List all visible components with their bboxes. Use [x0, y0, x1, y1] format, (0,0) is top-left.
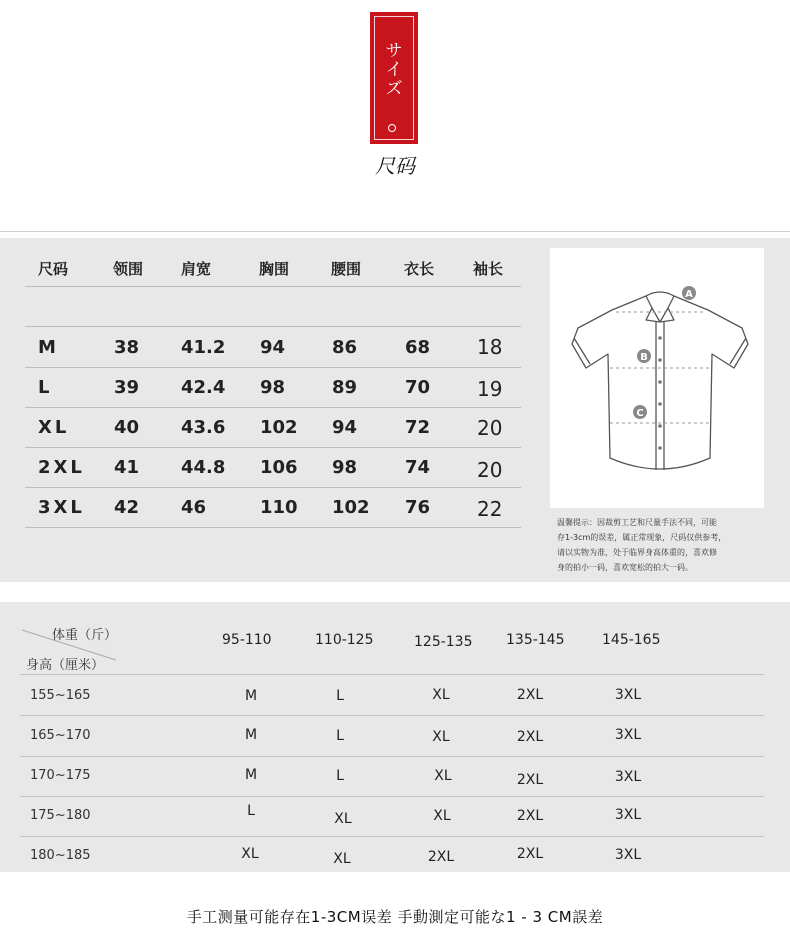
height-range-label: 170~175	[30, 768, 91, 783]
row-divider	[25, 367, 521, 368]
waist-cell: 89	[332, 377, 358, 398]
height-range-label: 180~185	[30, 848, 91, 863]
chest-cell: 94	[260, 337, 286, 358]
chest-cell: 102	[260, 417, 298, 438]
stamp-text	[370, 42, 418, 99]
height-range-label: 155~165	[30, 688, 91, 703]
shoulder-cell: 41.2	[181, 337, 226, 358]
shirt-diagram-icon	[550, 248, 764, 508]
weight-range-header: 145-165	[602, 632, 661, 648]
collar-cell: 41	[114, 457, 140, 478]
fit-size-cell: L	[336, 768, 344, 784]
fit-size-cell: M	[244, 767, 258, 783]
row-divider	[20, 715, 764, 716]
fit-table-section	[0, 602, 790, 872]
fit-size-cell: M	[244, 727, 258, 743]
fit-size-cell: 3XL	[614, 769, 642, 785]
size-cell: L	[38, 377, 50, 398]
marker-b	[637, 349, 651, 363]
measurement-disclaimer: 手工测量可能存在1-3CM误差 手動測定可能な1 - 3 CM誤差	[186, 908, 604, 926]
size-cell: M	[38, 337, 56, 358]
shirt-diagram	[550, 248, 764, 508]
marker-a-label: A	[685, 289, 693, 300]
chest-cell: 98	[260, 377, 286, 398]
weight-range-header: 110-125	[315, 632, 374, 648]
height-range-label: 175~180	[30, 808, 91, 823]
row-divider	[25, 487, 521, 488]
fit-size-cell: L	[336, 728, 344, 744]
marker-b-label: B	[640, 352, 648, 363]
fit-size-cell: 3XL	[614, 687, 642, 703]
row-divider	[25, 527, 521, 528]
sleeve-cell: 22	[477, 497, 503, 521]
fit-size-cell: XL	[432, 729, 450, 745]
waist-cell: 98	[332, 457, 358, 478]
height-axis-label: 身高（厘米）	[26, 658, 105, 673]
page-subtitle: 尺码	[375, 154, 415, 178]
collar-cell: 40	[114, 417, 140, 438]
stamp-circle-icon	[388, 124, 396, 132]
fit-size-cell: 3XL	[614, 727, 642, 743]
row-divider	[25, 286, 521, 287]
column-header-waist: 腰围	[331, 260, 362, 278]
length-cell: 74	[405, 457, 431, 478]
column-header-collar: 领围	[113, 260, 144, 278]
fit-size-cell: 2XL	[516, 687, 544, 703]
shoulder-cell: 46	[181, 497, 207, 518]
weight-axis-label: 体重（斤）	[52, 628, 118, 643]
row-divider	[25, 447, 521, 448]
collar-cell: 42	[114, 497, 140, 518]
fit-size-cell: M	[244, 688, 258, 704]
fit-size-cell: 2XL	[516, 846, 544, 862]
column-header-size: 尺码	[38, 260, 69, 278]
row-divider	[20, 836, 764, 837]
fit-size-cell: 3XL	[614, 847, 642, 863]
marker-a	[682, 286, 696, 300]
fit-size-cell: XL	[434, 768, 452, 784]
sleeve-cell: 18	[477, 335, 503, 359]
column-header-length: 衣长	[404, 260, 435, 278]
height-range-label: 165~170	[30, 728, 91, 743]
note-line: 请以实物为准，处于临界身高体重的，喜欢修	[557, 548, 717, 557]
fit-size-cell: XL	[334, 811, 352, 827]
length-cell: 68	[405, 337, 431, 358]
fit-size-cell: 2XL	[427, 849, 455, 865]
note-line: 存1-3cm的误差，属正常现象，尺码仅供参考，	[557, 533, 727, 542]
stamp-char: ズ	[385, 79, 403, 99]
chest-cell: 110	[260, 497, 298, 518]
fit-size-cell: XL	[333, 851, 351, 867]
sleeve-cell: 20	[477, 416, 503, 440]
waist-cell: 94	[332, 417, 358, 438]
marker-c	[633, 405, 647, 419]
size-chart-section	[0, 238, 790, 582]
fit-size-cell: L	[247, 803, 255, 819]
column-header-chest: 胸围	[259, 260, 290, 278]
marker-c-label: C	[636, 408, 644, 419]
fit-size-cell: L	[336, 688, 344, 704]
divider	[0, 231, 790, 232]
weight-range-header: 125-135	[414, 634, 473, 650]
fit-size-cell: 2XL	[516, 808, 544, 824]
sizing-note	[557, 515, 765, 575]
weight-range-header: 135-145	[506, 632, 565, 648]
length-cell: 72	[405, 417, 431, 438]
row-divider	[20, 756, 764, 757]
stamp-char: サ	[385, 41, 403, 61]
waist-cell: 102	[332, 497, 370, 518]
size-cell: XL	[38, 417, 70, 438]
shoulder-cell: 44.8	[181, 457, 226, 478]
fit-size-cell: XL	[432, 687, 450, 703]
length-cell: 70	[405, 377, 431, 398]
shoulder-cell: 43.6	[181, 417, 226, 438]
fit-size-cell: 2XL	[516, 772, 544, 788]
stamp-char: イ	[385, 60, 403, 80]
size-cell: 2XL	[38, 457, 85, 478]
waist-cell: 86	[332, 337, 358, 358]
shoulder-cell: 42.4	[181, 377, 226, 398]
row-divider	[20, 796, 764, 797]
sleeve-cell: 19	[477, 377, 503, 401]
size-cell: 3XL	[38, 497, 85, 518]
column-header-sleeve: 袖长	[473, 260, 504, 278]
chest-cell: 106	[260, 457, 298, 478]
fit-size-cell: 3XL	[614, 807, 642, 823]
fit-size-cell: 2XL	[516, 729, 544, 745]
row-divider	[25, 407, 521, 408]
fit-size-cell: XL	[433, 808, 451, 824]
note-line: 温馨提示：因裁剪工艺和尺量手法不同，可能	[557, 518, 717, 527]
weight-range-header: 95-110	[222, 632, 272, 648]
fit-size-cell: XL	[241, 846, 259, 862]
note-line: 身的拍小一码，喜欢宽松的拍大一码。	[557, 563, 693, 572]
sleeve-cell: 20	[477, 458, 503, 482]
row-divider	[25, 326, 521, 327]
length-cell: 76	[405, 497, 431, 518]
row-divider	[20, 674, 764, 675]
column-header-shoulder: 肩宽	[181, 260, 212, 278]
collar-cell: 39	[114, 377, 140, 398]
collar-cell: 38	[114, 337, 140, 358]
size-stamp	[370, 12, 418, 144]
